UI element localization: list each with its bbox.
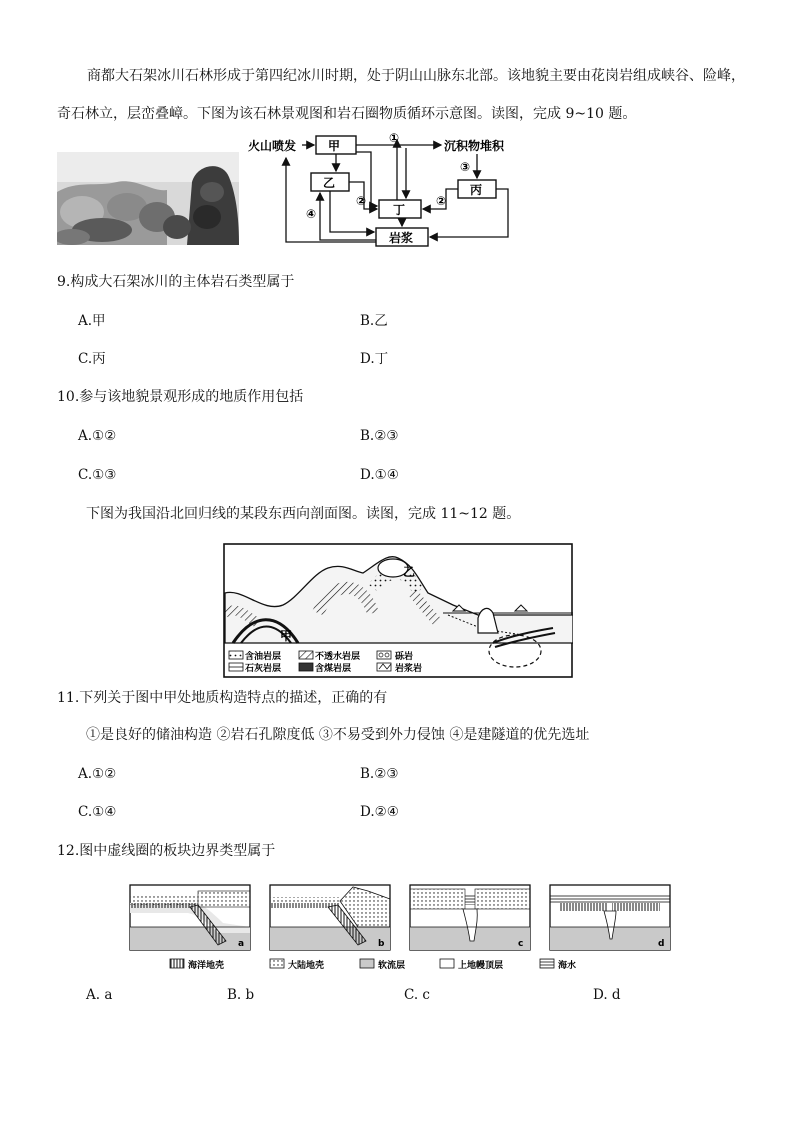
plate-legend-3: 软流层 [378, 961, 406, 971]
label-magma: 岩浆 [389, 231, 414, 245]
panel-a-label: a [238, 939, 245, 949]
stone-forest-photo [57, 152, 239, 245]
q11-option-b[interactable]: B.②③ [360, 766, 399, 782]
label-n4: ④ [306, 207, 317, 221]
q10-option-c[interactable]: C.①③ [78, 467, 117, 483]
q10-option-b[interactable]: B.②③ [360, 428, 399, 444]
panel-b-label: b [378, 939, 385, 949]
label-n2b: ② [436, 194, 447, 208]
cross-section-figure [223, 543, 573, 678]
label-n2a: ② [356, 194, 367, 208]
q9-option-c[interactable]: C.丙 [78, 351, 106, 367]
section-legend-3: 砾岩 [395, 652, 414, 662]
section-legend-6: 岩浆岩 [395, 664, 423, 674]
q9-stem: 9.构成大石架冰川的主体岩石类型属于 [57, 274, 295, 290]
q12-option-a[interactable]: A. a [86, 987, 113, 1003]
section-label-jia: 甲 [280, 629, 293, 643]
q11-option-a[interactable]: A.①② [78, 766, 117, 782]
section-legend-5: 含煤岩层 [315, 664, 352, 674]
q9-option-d[interactable]: D.丁 [360, 351, 389, 367]
label-yi: 乙 [323, 176, 336, 190]
intro-line-2: 奇石林立，层峦叠嶂。下图为该石林景观图和岩石圈物质循环示意图。读图，完成 9~10 题。 [57, 106, 637, 122]
label-volcano: 火山喷发 [248, 139, 297, 153]
section-label-yi: 乙 [403, 565, 416, 579]
q10-option-a[interactable]: A.①② [78, 428, 117, 444]
section-legend-2: 不透水岩层 [315, 652, 361, 662]
panel-c-label: c [518, 939, 524, 949]
q10-option-d[interactable]: D.①④ [360, 467, 399, 483]
plate-legend-1: 海洋地壳 [188, 961, 225, 971]
q12-option-c[interactable]: C. c [404, 987, 430, 1003]
plate-legend-5: 海水 [558, 961, 577, 971]
rock-cycle-diagram [246, 128, 526, 248]
label-bing: 丙 [470, 183, 483, 197]
q11-option-d[interactable]: D.②④ [360, 804, 399, 820]
q10-stem: 10.参与该地貌景观形成的地质作用包括 [57, 389, 304, 405]
q12-option-b[interactable]: B. b [227, 987, 255, 1003]
plate-legend-4: 上地幔顶层 [458, 961, 504, 971]
q12-option-d[interactable]: D. d [593, 987, 621, 1003]
label-n1: ① [389, 131, 400, 145]
q11-items: ①是良好的储油构造 ②岩石孔隙度低 ③不易受到外力侵蚀 ④是建隧道的优先选址 [86, 727, 590, 743]
section-legend-1: 含油岩层 [245, 652, 282, 662]
label-sediment: 沉积物堆积 [444, 139, 505, 153]
plate-legend-2: 大陆地壳 [288, 961, 325, 971]
label-jia: 甲 [328, 139, 341, 153]
q11-option-c[interactable]: C.①④ [78, 804, 117, 820]
q12-stem: 12.图中虚线圈的板块边界类型属于 [57, 843, 276, 859]
section-legend-4: 石灰岩层 [245, 664, 282, 674]
q11-stem: 11.下列关于图中甲处地质构造特点的描述，正确的有 [57, 690, 388, 706]
intro-2: 下图为我国沿北回归线的某段东西向剖面图。读图，完成 11~12 题。 [86, 506, 521, 522]
label-ding: 丁 [393, 203, 406, 217]
intro-line-1: 商都大石架冰川石林形成于第四纪冰川时期，处于阴山山脉东北部。该地貌主要由花岗岩组成峡谷、险峰， [87, 68, 745, 84]
q9-option-a[interactable]: A.甲 [78, 313, 106, 329]
q9-option-b[interactable]: B.乙 [360, 313, 388, 329]
plate-boundary-panels [128, 883, 678, 973]
label-n3: ③ [460, 160, 471, 174]
panel-d-label: d [658, 939, 665, 949]
